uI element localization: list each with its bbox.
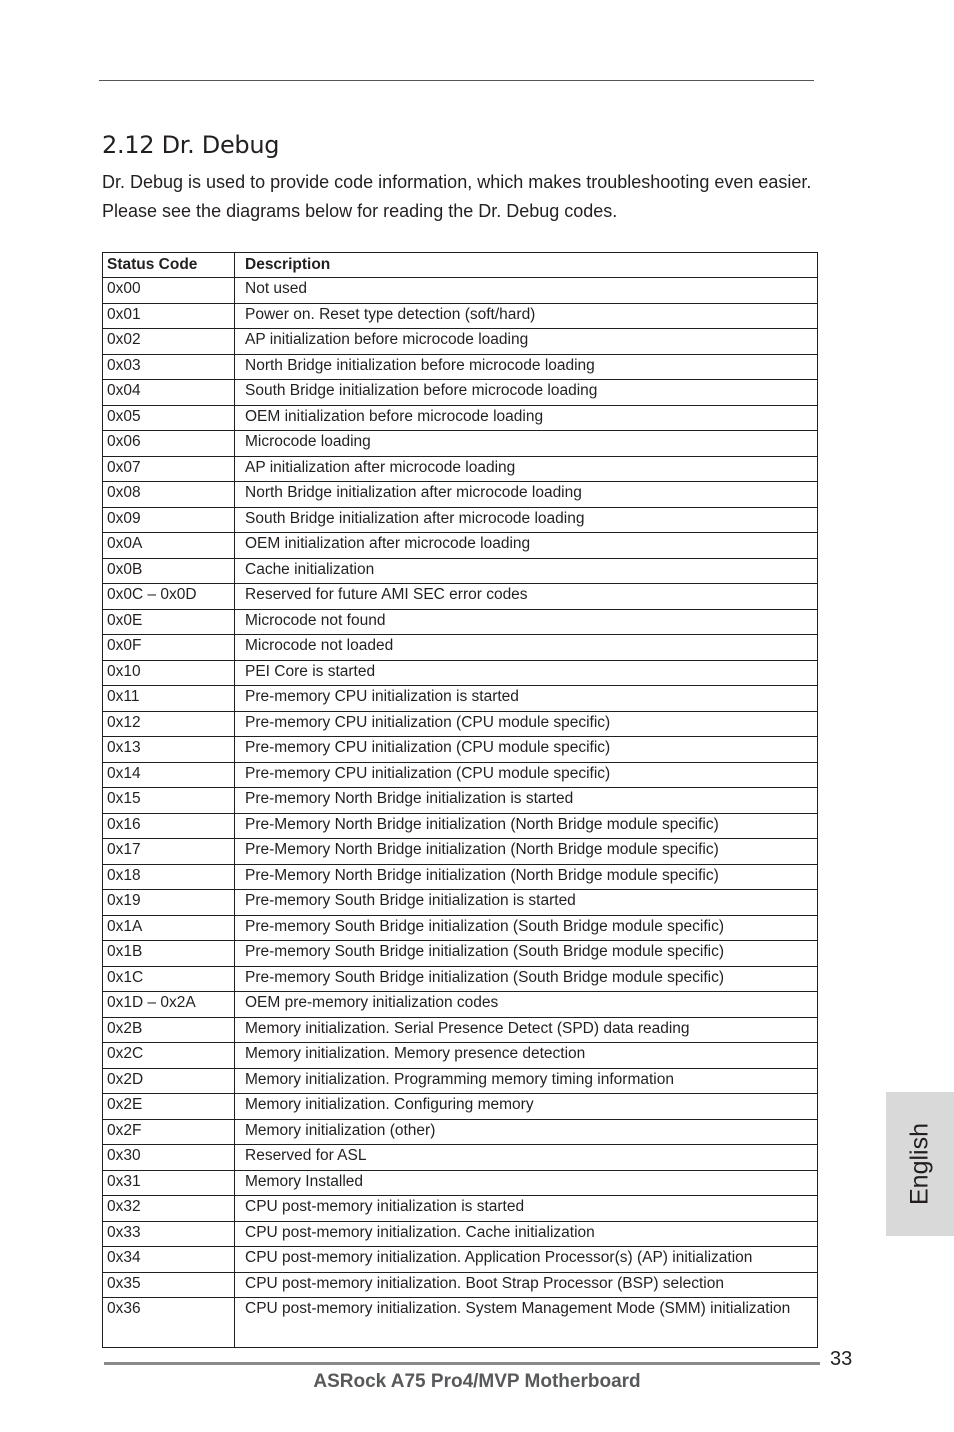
status-code-cell: 0x0E: [103, 609, 235, 635]
description-cell: South Bridge initialization after microcode loading: [235, 507, 818, 533]
description-cell: Pre-Memory North Bridge initialization (North Bridge module specific): [235, 839, 818, 865]
status-code-cell: 0x34: [103, 1247, 235, 1273]
description-cell: CPU post-memory initialization. Boot Strap Processor (BSP) selection: [235, 1272, 818, 1298]
description-cell: Pre-memory South Bridge initialization (South Bridge module specific): [235, 966, 818, 992]
description-cell: Pre-memory North Bridge initialization is started: [235, 788, 818, 814]
table-row: [103, 992, 818, 1018]
table-row: [103, 1119, 818, 1145]
table-row: [103, 380, 818, 406]
table-row: [103, 1196, 818, 1222]
table-row: [103, 864, 818, 890]
status-code-cell: 0x1B: [103, 941, 235, 967]
table-row: [103, 711, 818, 737]
table-row: [103, 1170, 818, 1196]
language-label: English: [905, 1123, 934, 1205]
description-cell: Pre-memory South Bridge initialization (South Bridge module specific): [235, 941, 818, 967]
status-code-cell: 0x2E: [103, 1094, 235, 1120]
status-code-cell: 0x2F: [103, 1119, 235, 1145]
table-row: [103, 1298, 818, 1348]
description-cell: Pre-memory South Bridge initialization is started: [235, 890, 818, 916]
status-code-cell: 0x0A: [103, 533, 235, 559]
table-row: [103, 686, 818, 712]
table-row: [103, 278, 818, 304]
table-row: [103, 1094, 818, 1120]
description-cell: Not used: [235, 278, 818, 304]
status-code-cell: 0x04: [103, 380, 235, 406]
status-code-cell: 0x36: [103, 1298, 235, 1348]
table-row: [103, 1247, 818, 1273]
page-number: 33: [830, 1348, 853, 1370]
status-code-cell: 0x01: [103, 303, 235, 329]
table-row: [103, 354, 818, 380]
status-code-cell: 0x0F: [103, 635, 235, 661]
status-code-cell: 0x2C: [103, 1043, 235, 1069]
status-code-cell: 0x15: [103, 788, 235, 814]
description-cell: Pre-memory CPU initialization (CPU module specific): [235, 762, 818, 788]
debug-code-table: [102, 252, 818, 1348]
description-cell: Pre-memory CPU initialization is started: [235, 686, 818, 712]
status-code-cell: 0x14: [103, 762, 235, 788]
table-row: [103, 507, 818, 533]
table-row: [103, 405, 818, 431]
bottom-divider: [104, 1362, 820, 1365]
status-code-cell: 0x06: [103, 431, 235, 457]
top-divider: [99, 80, 814, 81]
status-code-cell: 0x2D: [103, 1068, 235, 1094]
table-row: [103, 1068, 818, 1094]
status-code-cell: 0x1A: [103, 915, 235, 941]
status-code-cell: 0x0B: [103, 558, 235, 584]
intro-paragraph: Dr. Debug is used to provide code information, which makes troubleshooting even easier. Please see the diagrams below for reading the Dr. Debug codes.: [102, 172, 812, 221]
description-cell: Memory initialization. Serial Presence Detect (SPD) data reading: [235, 1017, 818, 1043]
table-row: [103, 660, 818, 686]
status-code-cell: 0x18: [103, 864, 235, 890]
status-code-cell: 0x03: [103, 354, 235, 380]
footer-product-name: [0, 1371, 954, 1393]
table-row: [103, 941, 818, 967]
description-cell: Microcode not loaded: [235, 635, 818, 661]
table-row: [103, 584, 818, 610]
description-cell: Memory initialization. Memory presence detection: [235, 1043, 818, 1069]
description-cell: Microcode not found: [235, 609, 818, 635]
table-row: [103, 456, 818, 482]
description-cell: North Bridge initialization after microcode loading: [235, 482, 818, 508]
table-row: [103, 329, 818, 355]
status-code-cell: 0x32: [103, 1196, 235, 1222]
table-header-row: [103, 253, 818, 278]
description-cell: OEM initialization after microcode loading: [235, 533, 818, 559]
status-code-cell: 0x33: [103, 1221, 235, 1247]
status-code-cell: 0x0C – 0x0D: [103, 584, 235, 610]
table-row: [103, 762, 818, 788]
description-cell: North Bridge initialization before microcode loading: [235, 354, 818, 380]
table-row: [103, 966, 818, 992]
footer-product-text: ASRock A75 Pro4/MVP Motherboard: [313, 1371, 641, 1392]
status-code-cell: 0x10: [103, 660, 235, 686]
description-cell: Pre-Memory North Bridge initialization (North Bridge module specific): [235, 864, 818, 890]
status-code-cell: 0x1D – 0x2A: [103, 992, 235, 1018]
description-cell: Reserved for ASL: [235, 1145, 818, 1171]
table-row: [103, 431, 818, 457]
table-row: [103, 533, 818, 559]
description-cell: OEM initialization before microcode loading: [235, 405, 818, 431]
table-row: [103, 558, 818, 584]
table-row: [103, 303, 818, 329]
description-cell: CPU post-memory initialization is started: [235, 1196, 818, 1222]
description-cell: South Bridge initialization before microcode loading: [235, 380, 818, 406]
status-code-cell: 0x1C: [103, 966, 235, 992]
description-cell: Memory initialization (other): [235, 1119, 818, 1145]
status-code-cell: 0x2B: [103, 1017, 235, 1043]
table-row: [103, 1221, 818, 1247]
status-code-cell: 0x30: [103, 1145, 235, 1171]
description-cell: Pre-memory South Bridge initialization (South Bridge module specific): [235, 915, 818, 941]
description-cell: CPU post-memory initialization. System Management Mode (SMM) initialization: [235, 1298, 818, 1348]
description-cell: OEM pre-memory initialization codes: [235, 992, 818, 1018]
table-row: [103, 609, 818, 635]
status-code-cell: 0x12: [103, 711, 235, 737]
description-cell: AP initialization after microcode loading: [235, 456, 818, 482]
section-title: 2.12 Dr. Debug: [102, 131, 280, 159]
table-body: [103, 278, 818, 1348]
table-row: [103, 1043, 818, 1069]
table-row: [103, 839, 818, 865]
table-row: [103, 1017, 818, 1043]
table-row: [103, 1272, 818, 1298]
description-cell: Memory initialization. Programming memory timing information: [235, 1068, 818, 1094]
column-header-description: Description: [235, 253, 818, 278]
description-cell: AP initialization before microcode loading: [235, 329, 818, 355]
description-cell: Microcode loading: [235, 431, 818, 457]
status-code-cell: 0x16: [103, 813, 235, 839]
table-row: [103, 482, 818, 508]
status-code-cell: 0x35: [103, 1272, 235, 1298]
table-row: [103, 890, 818, 916]
status-code-cell: 0x13: [103, 737, 235, 763]
description-cell: CPU post-memory initialization. Application Processor(s) (AP) initialization: [235, 1247, 818, 1273]
description-cell: Pre-Memory North Bridge initialization (North Bridge module specific): [235, 813, 818, 839]
table-row: [103, 788, 818, 814]
table-row: [103, 1145, 818, 1171]
description-cell: Pre-memory CPU initialization (CPU module specific): [235, 711, 818, 737]
language-side-tab: [886, 1092, 954, 1236]
description-cell: Cache initialization: [235, 558, 818, 584]
status-code-cell: 0x05: [103, 405, 235, 431]
description-cell: CPU post-memory initialization. Cache initialization: [235, 1221, 818, 1247]
table-row: [103, 915, 818, 941]
status-code-cell: 0x02: [103, 329, 235, 355]
description-cell: Reserved for future AMI SEC error codes: [235, 584, 818, 610]
description-cell: Memory initialization. Configuring memory: [235, 1094, 818, 1120]
status-code-cell: 0x31: [103, 1170, 235, 1196]
table-row: [103, 635, 818, 661]
table-row: [103, 813, 818, 839]
table-row: [103, 737, 818, 763]
status-code-cell: 0x07: [103, 456, 235, 482]
status-code-cell: 0x19: [103, 890, 235, 916]
status-code-cell: 0x00: [103, 278, 235, 304]
description-cell: PEI Core is started: [235, 660, 818, 686]
status-code-cell: 0x17: [103, 839, 235, 865]
description-cell: Memory Installed: [235, 1170, 818, 1196]
description-cell: Pre-memory CPU initialization (CPU module specific): [235, 737, 818, 763]
column-header-status-code: Status Code: [103, 253, 235, 278]
status-code-cell: 0x09: [103, 507, 235, 533]
status-code-cell: 0x08: [103, 482, 235, 508]
description-cell: Power on. Reset type detection (soft/hard): [235, 303, 818, 329]
status-code-cell: 0x11: [103, 686, 235, 712]
